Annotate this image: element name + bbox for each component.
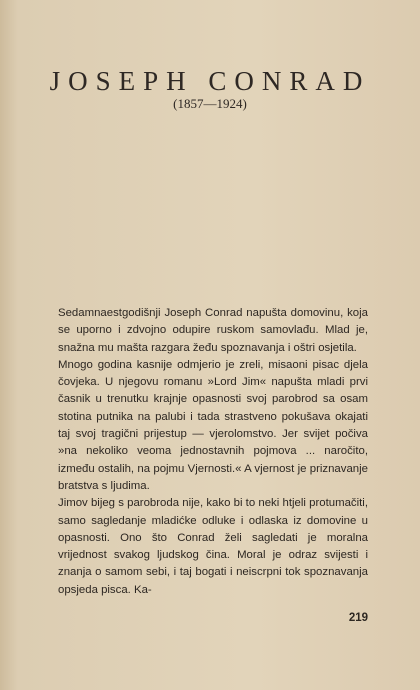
paragraph-1: Sedamnaestgodišnji Joseph Conrad napušta domovinu, koja se uporno i zdvojno odupire ruskom samovlađu. Mlad je, snažna mu mašta razgara žeđu spoznavanja i oštri osjetila. [58,307,368,354]
page-title: JOSEPH CONRAD [49,66,371,96]
page-number: 219 [348,612,368,624]
paragraph-3: Jimov bijeg s parobroda nije, kako bi to neki htjeli protumačiti, samo sagledanje mladićke odluke i odlaska iz domovine u opasnosti. Ono što Conrad želi sagledati je moralna vrijednost svakog ljudskog čina. Moral je odraz svijesti i znanja o samom sebi, i taj bogati i neiscrpni tok spoznavanja opsjeda pisca. Ka- [58,497,368,596]
paragraph-2: Mnogo godina kasnije odmjerio je zreli, misaoni pisac djela čovjeka. U njegovu romanu »Lord Jim« napušta mladi prvi časnik u trenutku krajnje opasnosti svoj parobrod sa osam stotina putnika na palubi i tada strastveno pokušava okajati taj svoj tragični prijestup — vjerolomstvo. Jer svijet počiva »na nekoliko veoma jednostavnih pojmova ... naročito, između ostalih, na pojmu Vjernosti.« A vjernost je priznavanje bratstva s ljudima. [58,358,368,492]
body-text [58,305,368,599]
author-years: (1857—1924) [173,96,247,111]
